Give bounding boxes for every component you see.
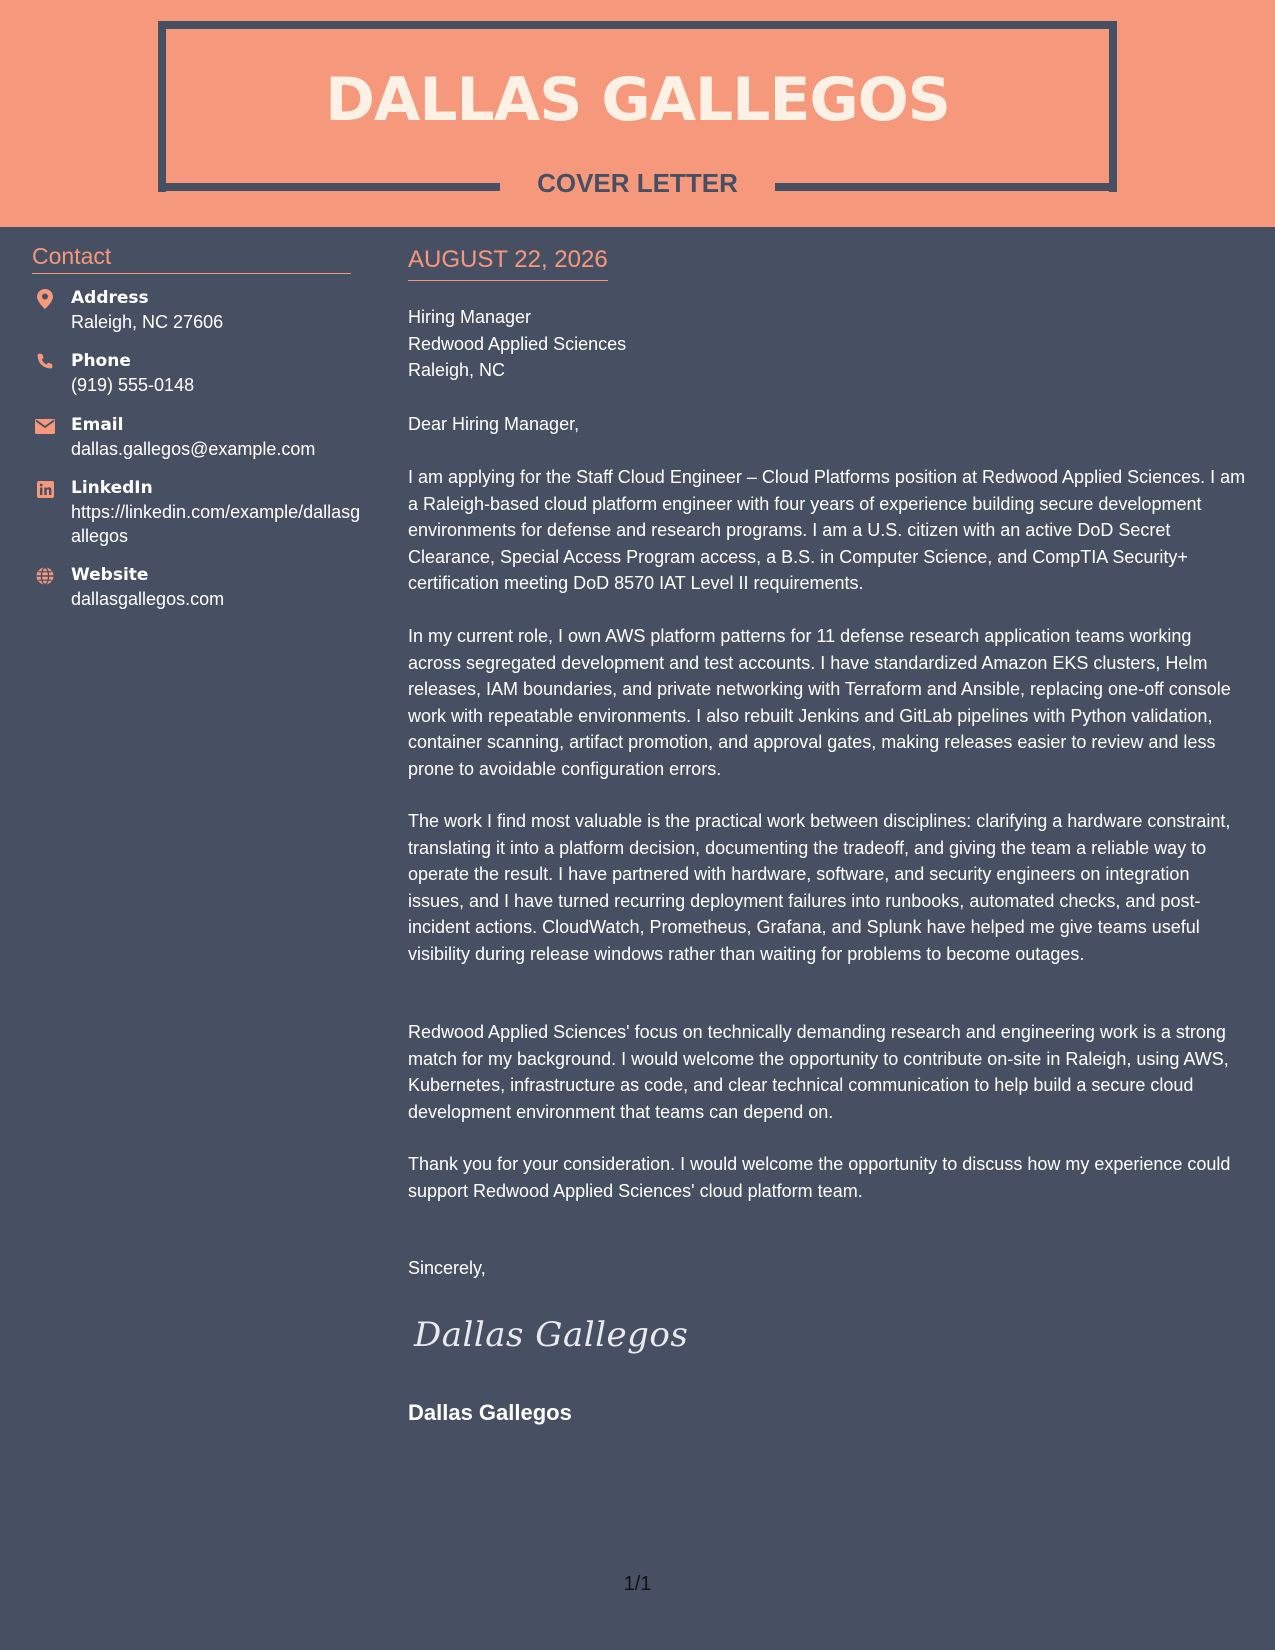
letter-paragraph: I am applying for the Staff Cloud Engineer – Cloud Platforms position at Redwood Applied Sciences. I am a Raleigh-based cloud platform engineer with four years of experience building secure development environments for defense and research programs. I am a U.S. citizen with an active DoD Secret Clearance, Special Access Program access, a B.S. in Computer Science, and CompTIA Security+ certification meeting DoD 8570 IAT Level II requirements. [408, 467, 1246, 593]
phone-icon [32, 351, 58, 373]
signer-name: Dallas Gallegos [408, 1400, 572, 1425]
salutation: Dear Hiring Manager, [408, 414, 580, 434]
letter-paragraph: In my current role, I own AWS platform patterns for 11 defense research application teams working across segregated development and test accounts. I have standardized Amazon EKS clusters, Helm releases, IAM boundaries, and private networking with Terraform and Ansible, replacing one-off console work with repeatable environments. I also rebuilt Jenkins and GitLab pipelines with Python validation, container scanning, artifact promotion, and approval gates, making releases easier to review and less prone to avoidable configuration errors. [408, 626, 1231, 779]
contact-label: LinkedIn [71, 478, 153, 498]
envelope-icon [32, 415, 58, 437]
letter-paragraph: Thank you for your consideration. I would welcome the opportunity to discuss how my experience could support Redwood Applied Sciences' cloud platform team. [408, 1154, 1231, 1201]
contact-label: Email [71, 415, 124, 435]
contact-value[interactable]: https://linkedin.com/example/dallasgallegos [71, 502, 361, 546]
handwritten-signature: Dallas Gallegos [414, 1315, 689, 1355]
contact-label: Phone [71, 351, 131, 371]
recipient-line: Hiring Manager [408, 307, 532, 327]
header-frame-bottom-left [158, 183, 500, 191]
linkedin-icon [32, 478, 58, 500]
contact-heading: Contact [32, 242, 351, 274]
applicant-name: DALLAS GALLEGOS [325, 65, 950, 135]
letter-paragraph: The work I find most valuable is the practical work between disciplines: clarifying a hardware constraint, translating it into a platform decision, documenting the tradeoff, and giving the team a reliable way to operate the result. I have partnered with hardware, software, and security engineers on integration issues, and I have turned recurring deployment failures into runbooks, automated checks, and post-incident actions. CloudWatch, Prometheus, Grafana, and Splunk have helped me give teams useful visibility during release windows rather than waiting for problems to become outages. [408, 811, 1231, 964]
header-banner [0, 0, 1275, 227]
contact-value: (919) 555-0148 [71, 375, 195, 395]
document-type: COVER LETTER [537, 168, 738, 198]
header-frame-bottom-right [775, 183, 1117, 191]
globe-icon [32, 565, 58, 587]
contact-value: dallas.gallegos@example.com [71, 439, 316, 459]
letter-paragraph: Redwood Applied Sciences' focus on technically demanding research and engineering work is a strong match for my background. I would welcome the opportunity to contribute on-site in Raleigh, using AWS, Kubernetes, infrastructure as code, and clear technical communication to help build a secure cloud development environment that teams can depend on. [408, 1022, 1229, 1122]
contact-value[interactable]: dallasgallegos.com [71, 589, 225, 609]
letter-date: AUGUST 22, 2026 [408, 245, 608, 281]
contact-label: Address [71, 288, 149, 308]
recipient-line: Raleigh, NC [408, 360, 506, 380]
recipient-line: Redwood Applied Sciences [408, 333, 627, 354]
page-indicator: 1/1 [623, 1573, 652, 1595]
map-pin-icon [32, 288, 58, 310]
recipient-block [408, 304, 626, 384]
closing: Sincerely, [408, 1258, 486, 1278]
contact-value: Raleigh, NC 27606 [71, 312, 224, 332]
contact-label: Website [71, 565, 149, 585]
